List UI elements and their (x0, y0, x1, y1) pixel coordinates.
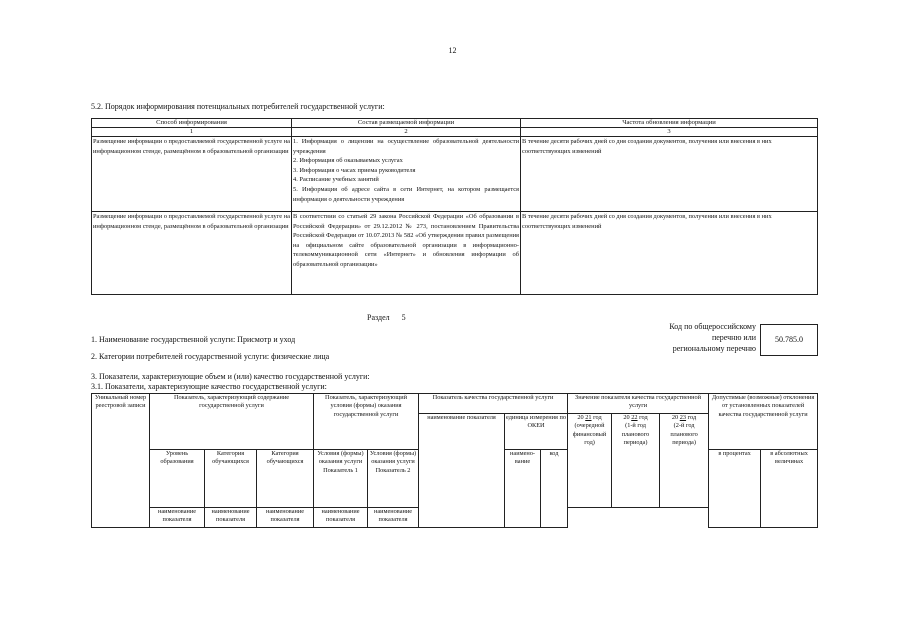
sub-col-category-2: Категория обучающихся (257, 450, 314, 508)
frequency-cell: В течение десяти рабочих дней со дня создания документов, получения или внесения в них соответствующих изменений (521, 137, 818, 212)
header-frequency: Частота обновления информации (521, 119, 818, 128)
col-quality: Показатель качества государственной услуги (419, 394, 568, 414)
consumer-category: 2. Категории потребителей государственной услуги: физические лица (91, 352, 330, 361)
col-year-1: 20 21 год (очередной финансовый год) (568, 414, 612, 508)
header-number-3: 3 (521, 128, 818, 137)
content-line: В соответствии со статьей 29 закона Российской Федерации «Об образовании в Российской Федерации» от 29.12.2012 № 273, постановлением Правительства Российской Федерации от 10.07.2013 № 582 «Об утверждении правил размещения на официальном сайте образовательной организации в информационно-телекоммуникационной сети «Интернет» и обновления информации об образовательной организации» (293, 213, 519, 268)
col-deviation: Допустимые (возможные) отклонения от установленных показателей качества государственной услуги (709, 394, 818, 450)
sub-col-category-1: Категория обучающихся (205, 450, 257, 508)
col-unit-name: наимено-вание (505, 450, 541, 528)
col-content: Показатель, характеризующий содержание государственной услуги (150, 394, 314, 450)
header-number-1: 1 (92, 128, 292, 137)
header-content: Состав размещаемой информации (292, 119, 521, 128)
quality-table (91, 393, 818, 528)
col-year-3: 20 23 год (2-й год планового периода) (660, 414, 709, 508)
content-line: 2. Информация об оказываемых услугах (293, 157, 403, 165)
section-5-2-title: 5.2. Порядок информирования потенциальных потребителей государственной услуги: (91, 102, 385, 111)
col-dev-absolute: в абсолютных величинах (761, 450, 818, 528)
sub-footer: наименование показателя (314, 508, 368, 528)
header-number-2: 2 (292, 128, 521, 137)
section-number: 5 (401, 313, 406, 322)
col-conditions: Показатель, характеризующий условия (формы) оказания государственной услуги (314, 394, 419, 450)
code-label-1: Код по общероссийскому (669, 322, 756, 331)
quality-title: 3.1. Показатели, характеризующие качество государственной услуги: (91, 382, 327, 391)
sub-col-level: Уровень образования (150, 450, 205, 508)
content-line: 5. Информация об адресе сайта в сети Интернет, на котором размещается информация о деятельности учреждения (293, 185, 519, 203)
col-dev-percent: в процентах (709, 450, 761, 528)
frequency-cell: В течение десяти рабочих дней со дня создания документов, получения или внесения в них соответствующих изменений (521, 212, 818, 295)
table-row (92, 137, 818, 212)
code-label-3: региональному перечню (672, 344, 756, 353)
sub-col-condition-2: Условия (формы) оказания услуги Показатель 2 (368, 450, 419, 508)
page-number: 12 (448, 46, 457, 55)
col-unit-code: код (541, 450, 568, 528)
col-unit: единица измерения по ОКЕИ (505, 414, 568, 450)
code-label-2: перечню или (711, 333, 756, 342)
sub-footer: наименование показателя (257, 508, 314, 528)
content-cell (292, 212, 521, 295)
service-name: 1. Наименование государственной услуги: Присмотр и уход (91, 335, 296, 344)
section-label (367, 313, 406, 323)
sub-footer: наименование показателя (205, 508, 257, 528)
content-line: 4. Расписание учебных занятий (293, 176, 379, 184)
table-row (92, 212, 818, 295)
col-value: Значение показателя качества государственной услуги (568, 394, 709, 414)
method-cell: Размещение информации о предоставляемой государственной услуге на информационном стенде, размещённом в образовательной организации (92, 137, 292, 212)
method-cell: Размещение информации о предоставляемой государственной услуге на информационном стенде, размещённом в образовательной организации (92, 212, 292, 295)
sub-col-condition-1: Условия (формы) оказания услуги Показатель 1 (314, 450, 368, 508)
col-unique-number: Уникальный номер реестровой записи (92, 394, 150, 528)
sub-footer: наименование показателя (368, 508, 419, 528)
content-line: 1. Информация о лицензии на осуществление образовательной деятельности учреждения (293, 138, 519, 155)
inform-table (91, 118, 818, 295)
code-value-box: 50.785.0 (760, 324, 818, 356)
header-method: Способ информирования (92, 119, 292, 128)
content-cell (292, 137, 521, 212)
section-label-text: Раздел (367, 313, 390, 322)
col-indicator-name: наименование показателя (419, 414, 505, 528)
col-year-2: 20 22 год (1-й год планового периода) (612, 414, 660, 508)
sub-footer: наименование показателя (150, 508, 205, 528)
indicators-title: 3. Показатели, характеризующие объем и (или) качество государственной услуги: (91, 372, 370, 381)
content-line: 3. Информация о часах приема руководителя (293, 166, 416, 174)
